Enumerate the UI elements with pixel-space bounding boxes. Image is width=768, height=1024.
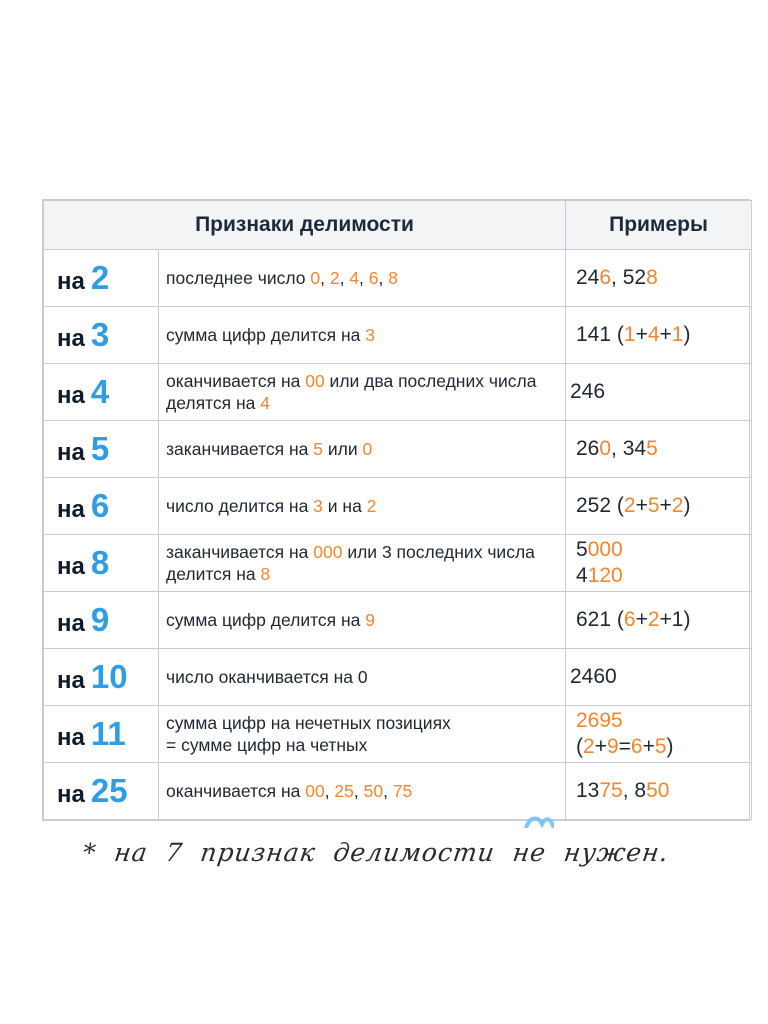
example-text: )	[683, 494, 691, 517]
divisor-cell	[44, 421, 159, 478]
rule-highlight: 2	[329, 268, 340, 288]
rule-text: последнее число	[166, 268, 311, 288]
rule-text: сумма цифр на нечетных позициях	[166, 713, 451, 733]
divisor-cell	[44, 763, 159, 820]
example-text: (	[576, 735, 583, 758]
example-highlight: 1	[623, 323, 636, 346]
rule-cell	[159, 592, 566, 649]
example-highlight: 6	[623, 608, 636, 631]
divisor-prefix: на	[57, 667, 85, 694]
example-highlight: 50	[646, 779, 670, 802]
rule-text: = сумме цифр на четных	[166, 735, 368, 755]
rule-text: ,	[378, 268, 389, 288]
example-text: 1	[671, 608, 684, 631]
example-cell	[566, 649, 752, 706]
example-text: 252 (	[576, 494, 624, 517]
divisor-prefix: на	[57, 724, 85, 751]
example-highlight: 1	[671, 323, 684, 346]
rule-highlight: 0	[362, 439, 373, 459]
example-line	[576, 563, 751, 589]
example-cell	[566, 478, 752, 535]
rule-text: сумма цифр делится на	[166, 325, 366, 345]
rule-cell	[159, 250, 566, 307]
example-text: )	[683, 608, 691, 631]
rule-highlight: 0	[310, 268, 321, 288]
example-line	[576, 734, 751, 760]
rule-text: или 3 последних числа делится на	[166, 542, 535, 584]
example-line	[576, 322, 751, 348]
table-row	[44, 307, 752, 364]
example-line	[576, 265, 751, 291]
rule-cell	[159, 706, 566, 763]
table-row	[44, 421, 752, 478]
table-row	[44, 364, 752, 421]
divisor-number: 6	[90, 487, 110, 524]
example-highlight: 5	[654, 735, 667, 758]
example-text: 5	[576, 538, 588, 561]
rule-text: и на	[322, 496, 367, 516]
example-highlight: 6	[599, 266, 612, 289]
rule-cell	[159, 307, 566, 364]
rule-cell	[159, 364, 566, 421]
decorative-swirl	[524, 814, 554, 828]
table-header-row	[44, 201, 752, 250]
divisor-cell	[44, 307, 159, 364]
divisor-cell	[44, 706, 159, 763]
example-highlight: 8	[646, 266, 658, 289]
rule-cell	[159, 421, 566, 478]
example-text: 246	[570, 380, 606, 403]
example-highlight: 2	[623, 494, 636, 517]
divisor-number: 9	[90, 601, 110, 638]
rule-text: оканчивается на	[166, 371, 306, 391]
example-highlight: 2	[583, 735, 595, 758]
divisor-cell	[44, 592, 159, 649]
rule-text: заканчивается на	[166, 542, 314, 562]
example-text: , 52	[611, 266, 647, 289]
example-cell	[566, 364, 752, 421]
rule-highlight: 50	[363, 781, 384, 801]
rule-text: ,	[324, 781, 335, 801]
rule-text: число делится на	[166, 496, 314, 516]
rule-cell	[159, 649, 566, 706]
rule-cell	[159, 535, 566, 592]
example-highlight: 2	[647, 608, 660, 631]
divisor-number: 3	[90, 316, 110, 353]
rule-cell	[159, 478, 566, 535]
table-row	[44, 592, 752, 649]
divisor-number: 2	[90, 259, 110, 296]
example-text: 26	[576, 437, 600, 460]
example-cell	[566, 706, 752, 763]
example-line	[576, 778, 751, 804]
example-text: +	[659, 608, 672, 631]
divisor-prefix: на	[57, 325, 85, 352]
rule-text: оканчивается на	[166, 781, 306, 801]
example-text: , 34	[611, 437, 647, 460]
example-cell	[566, 421, 752, 478]
divisor-number: 4	[90, 373, 110, 410]
example-highlight: 120	[587, 564, 623, 587]
rule-cell	[159, 763, 566, 820]
table-body	[44, 250, 752, 820]
example-text: +	[635, 323, 648, 346]
divisor-number: 10	[90, 658, 128, 695]
divisor-prefix: на	[57, 553, 85, 580]
rule-highlight: 3	[313, 496, 323, 516]
table-row	[44, 478, 752, 535]
rule-text: ,	[339, 268, 350, 288]
example-cell	[566, 592, 752, 649]
header-examples: Примеры	[566, 201, 752, 250]
example-text: )	[683, 323, 691, 346]
rule-highlight: 00	[305, 371, 325, 391]
rule-highlight: 5	[313, 439, 323, 459]
divisor-prefix: на	[57, 439, 85, 466]
table-row	[44, 250, 752, 307]
divisor-cell	[44, 649, 159, 706]
rule-text: число оканчивается на 0	[166, 667, 368, 687]
example-text: 13	[576, 779, 600, 802]
divisibility-table	[42, 199, 750, 821]
rule-highlight: 25	[334, 781, 354, 801]
example-highlight: 000	[587, 538, 623, 561]
rule-text: ,	[353, 781, 364, 801]
example-text: +	[659, 494, 672, 517]
example-text: , 8	[622, 779, 647, 802]
rule-text: или два последних числа делятся на	[166, 371, 537, 413]
divisor-prefix: на	[57, 382, 85, 409]
example-line	[576, 436, 751, 462]
example-highlight: 2	[671, 494, 684, 517]
divisor-cell	[44, 250, 159, 307]
rule-text: ,	[383, 781, 393, 801]
example-line	[576, 607, 751, 633]
divisor-prefix: на	[57, 781, 85, 808]
example-text: 621 (	[576, 608, 624, 631]
rule-text: ,	[359, 268, 369, 288]
divisor-number: 11	[90, 715, 126, 752]
example-highlight: 0	[599, 437, 612, 460]
rule-text: сумма цифр делится на	[166, 610, 366, 630]
rule-highlight: 000	[313, 542, 343, 562]
example-highlight: 5	[647, 494, 660, 517]
example-highlight: 4	[647, 323, 660, 346]
divisor-prefix: на	[57, 268, 85, 295]
rule-highlight: 2	[366, 496, 377, 516]
example-line	[570, 664, 751, 690]
divisor-prefix: на	[57, 610, 85, 637]
example-highlight: 5	[646, 437, 658, 460]
divisor-number: 5	[90, 430, 110, 467]
example-text: +	[594, 735, 607, 758]
example-cell	[566, 763, 752, 820]
handwritten-footnote: * на 7 признак делимости не нужен.	[80, 838, 671, 867]
example-text: +	[635, 608, 648, 631]
table-row	[44, 649, 752, 706]
example-text: 2460	[570, 665, 617, 688]
example-text: +	[659, 323, 672, 346]
example-text: )	[666, 735, 674, 758]
rule-highlight: 00	[305, 781, 325, 801]
example-line	[576, 493, 751, 519]
divisor-number: 8	[90, 544, 110, 581]
table-row	[44, 763, 752, 820]
divisor-number: 25	[90, 772, 128, 809]
divisor-cell	[44, 535, 159, 592]
example-line	[576, 537, 751, 563]
example-text: +	[635, 494, 648, 517]
divisor-prefix: на	[57, 496, 85, 523]
example-highlight: 6	[630, 735, 643, 758]
example-highlight: 75	[599, 779, 623, 802]
rule-text: или	[322, 439, 363, 459]
example-text: 4	[576, 564, 588, 587]
rule-highlight: 4	[349, 268, 360, 288]
header-criteria: Признаки делимости	[44, 201, 566, 250]
example-text: 141 (	[576, 323, 624, 346]
divisor-cell	[44, 364, 159, 421]
rule-highlight: 9	[365, 610, 376, 630]
example-highlight: 9	[606, 735, 619, 758]
rule-highlight: 8	[260, 564, 271, 584]
example-line	[576, 708, 751, 734]
rule-highlight: 6	[368, 268, 379, 288]
table-row	[44, 535, 752, 592]
rule-text: заканчивается на	[166, 439, 314, 459]
example-text: +	[642, 735, 655, 758]
example-highlight: 2695	[576, 709, 623, 732]
divisor-cell	[44, 478, 159, 535]
rule-highlight: 75	[392, 781, 413, 801]
example-text: 24	[576, 266, 600, 289]
example-cell	[566, 535, 752, 592]
rule-highlight: 3	[365, 325, 376, 345]
example-line	[570, 379, 751, 405]
rule-highlight: 4	[260, 393, 270, 413]
example-cell	[566, 250, 752, 307]
rule-text: ,	[320, 268, 330, 288]
rule-highlight: 8	[388, 268, 398, 288]
table-row	[44, 706, 752, 763]
example-text: =	[618, 735, 631, 758]
example-cell	[566, 307, 752, 364]
